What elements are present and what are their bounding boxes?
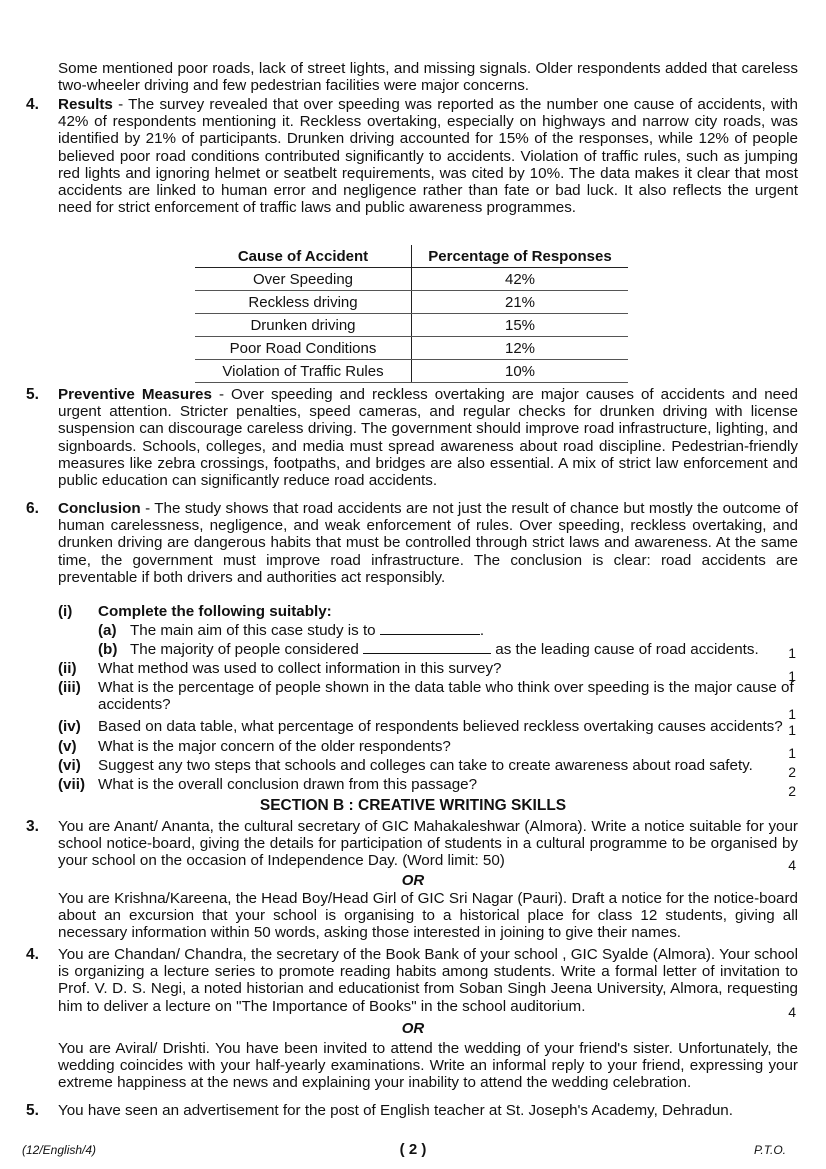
question-number: (iii) xyxy=(58,679,81,696)
section-b-heading: SECTION B : CREATIVE WRITING SKILLS xyxy=(259,797,567,814)
table-cell-cause: Poor Road Conditions xyxy=(195,337,412,360)
question-i-a xyxy=(98,622,798,639)
marks: 4 xyxy=(788,1004,796,1020)
answer-blank[interactable] xyxy=(380,622,480,635)
table-header-cause: Cause of Accident xyxy=(195,245,412,268)
table-row xyxy=(195,291,628,314)
marks: 4 xyxy=(788,857,796,873)
question-text: Based on data table, what percentage of respondents believed reckless overtaking causes accidents? xyxy=(98,718,783,735)
letter-alternative-question: You are Aviral/ Drishti. You have been invited to attend the wedding of your friend's sister. Unfortunately, the wedding coincides with your half-yearly examinations. Write an informal reply to your friend, expressing your extreme happiness at the news and explaining your inability to attend the wedding celebration. xyxy=(58,1040,798,1092)
question-text: What is the overall conclusion drawn from this passage? xyxy=(98,776,478,793)
marks: 1 xyxy=(788,745,796,761)
question-text: What method was used to collect information in this survey? xyxy=(98,660,502,677)
question-vi xyxy=(58,757,803,774)
section-number: 5. xyxy=(26,386,39,403)
marks: 2 xyxy=(788,764,796,780)
marks: 2 xyxy=(788,783,796,799)
question-end: . xyxy=(479,622,485,639)
table-cell-cause: Over Speeding xyxy=(195,268,412,291)
section-title: Conclusion xyxy=(58,500,141,517)
question-iii xyxy=(58,679,803,714)
question-number: (a) xyxy=(98,622,117,639)
pto-label: P.T.O. xyxy=(753,1143,786,1157)
table-cell-cause: Reckless driving xyxy=(195,291,412,314)
table-cell-cause: Drunken driving xyxy=(195,314,412,337)
question-number: 4. xyxy=(26,946,39,963)
table-cell-percentage: 21% xyxy=(412,291,629,314)
marks: 1 xyxy=(788,722,796,738)
accident-data-table xyxy=(195,245,628,383)
section-text: - The survey revealed that over speeding was reported as the number one cause of accidents, with 42% of respondents mentioning it. Reckless overtaking, especially on highways and narrow city roads, was identified by 21% of participants. Drunken driving accounted for 15% of the responses, while 12% of people believed poor road conditions contributed significantly to accidents. Violation of traffic rules, such as jumping red lights and ignoring helmet or seatbelt requirements, was cited by 10%. The data makes it clear that most accidents are linked to human error and negligence rather than fate or bad luck. It also reflects the urgent need for strict enforcement of traffic laws and public awareness programmes. xyxy=(58,96,798,217)
table-cell-cause: Violation of Traffic Rules xyxy=(195,360,412,383)
or-separator: OR xyxy=(401,1020,425,1037)
question-vii xyxy=(58,776,803,793)
question-text: Complete the following suitably: xyxy=(98,603,332,620)
question-number: 3. xyxy=(26,818,39,835)
table-header-row xyxy=(195,245,628,268)
table-cell-percentage: 42% xyxy=(412,268,629,291)
question-number: (ii) xyxy=(58,660,77,677)
notice-alternative-question: You are Krishna/Kareena, the Head Boy/Head Girl of GIC Sri Nagar (Pauri). Draft a notice for the notice-board about an excursion that your school is organising to a historical place for class 12 students, giving all necessary information within 50 words, asking those interested in joining to give their names. xyxy=(58,890,798,942)
letter-question: You are Chandan/ Chandra, the secretary of the Book Bank of your school , GIC Syalde (Almora). Your school is organizing a lecture series to promote reading habits among students. Write a formal letter of invitation to Prof. V. D. S. Negi, a noted historian and educationist from Soban Singh Jeena University, Almora, requesting him to deliver a lecture on "The Importance of Books" in the school auditorium. xyxy=(58,946,798,1015)
section-title: Preventive Measures xyxy=(58,386,212,403)
page-number: ( 2 ) xyxy=(399,1141,427,1158)
section-text: - The study shows that road accidents are not just the result of chance but mostly the outcome of human carelessness, negligence, and weak enforcement of rules. Over speeding, reckless overtaking, and drunken driving are dangerous habits that must be controlled through strict laws and awareness. At the same time, the government must improve road infrastructure. The conclusion is clear: road accidents are preventable if both drivers and authorities act responsibly. xyxy=(58,500,798,586)
job-application-question: You have seen an advertisement for the post of English teacher at St. Joseph's Academy, Dehradun. xyxy=(58,1102,733,1119)
table-cell-percentage: 15% xyxy=(412,314,629,337)
conclusion-paragraph xyxy=(58,500,798,586)
section-text: - Over speeding and reckless overtaking are major causes of accidents and need urgent attention. Stricter penalties, speed cameras, and regular checks for drunken driving with license suspension can discourage careless driving. The government should improve road infrastructure, lighting, and signboards. Schools, colleges, and media must spread awareness about road discipline. Pedestrian-friendly measures like zebra crossings, footpaths, and bridges are also essential. A mix of strict law enforcement and public education can significantly reduce road accidents. xyxy=(58,386,798,490)
question-number: (vi) xyxy=(58,757,81,774)
question-number: (b) xyxy=(98,641,118,658)
preventive-measures-paragraph xyxy=(58,386,798,489)
question-i-b xyxy=(98,641,798,658)
table-row xyxy=(195,268,628,291)
table-row xyxy=(195,360,628,383)
passage-intro: Some mentioned poor roads, lack of street lights, and missing signals. Older respondents added that careless two-wheeler driving and few pedestrian facilities were major concerns. xyxy=(58,60,798,95)
or-separator: OR xyxy=(401,872,425,889)
question-text: The majority of people considered xyxy=(130,641,359,658)
table-cell-percentage: 12% xyxy=(412,337,629,360)
notice-question: You are Anant/ Ananta, the cultural secretary of GIC Mahakaleshwar (Almora). Write a notice suitable for your school notice-board, giving the details for participation of students in a cultural programme to be organised by your school on the occasion of Independence Day. (Word limit: 50) xyxy=(58,818,798,870)
table-cell-percentage: 10% xyxy=(412,360,629,383)
question-text: What is the percentage of people shown in the data table who think over speeding is the major cause of accidents? xyxy=(98,679,794,714)
answer-blank[interactable] xyxy=(363,641,491,654)
paper-code: (12/English/4) xyxy=(22,1143,97,1157)
question-v xyxy=(58,738,803,755)
marks: 1 xyxy=(788,645,796,661)
marks: 1 xyxy=(788,706,796,722)
table-header-percentage: Percentage of Responses xyxy=(412,245,629,268)
question-text: The main aim of this case study is to xyxy=(130,622,376,639)
section-number: 6. xyxy=(26,500,39,517)
question-ii xyxy=(58,660,803,677)
question-number: 5. xyxy=(26,1102,39,1119)
question-iv xyxy=(58,718,803,735)
question-end: as the leading cause of road accidents. xyxy=(495,641,759,658)
question-text: Suggest any two steps that schools and colleges can take to create awareness about road safety. xyxy=(98,757,753,774)
question-i xyxy=(58,603,803,620)
question-number: (i) xyxy=(58,603,73,620)
results-paragraph xyxy=(58,96,798,216)
section-number: 4. xyxy=(26,96,39,113)
table-row xyxy=(195,314,628,337)
question-number: (v) xyxy=(58,738,77,755)
question-text: What is the major concern of the older respondents? xyxy=(98,738,451,755)
marks: 1 xyxy=(788,668,796,684)
section-title: Results xyxy=(58,96,113,113)
question-number: (vii) xyxy=(58,776,86,793)
question-number: (iv) xyxy=(58,718,81,735)
table-row xyxy=(195,337,628,360)
